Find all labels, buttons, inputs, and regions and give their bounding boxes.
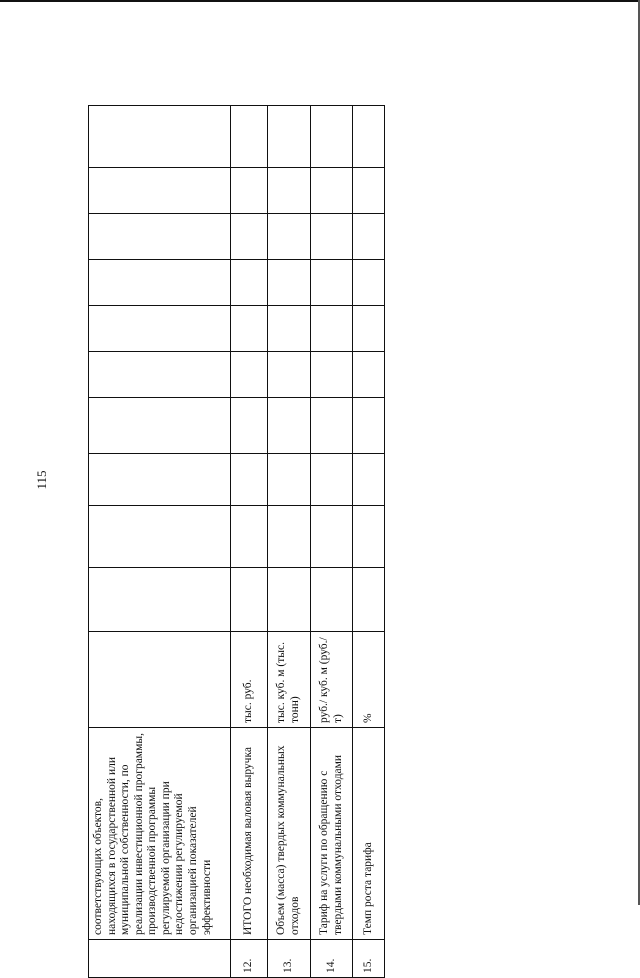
- tariff-table-container: [88, 105, 384, 973]
- value-cell: [353, 214, 385, 260]
- value-cell: [353, 106, 385, 168]
- value-cell: [268, 398, 311, 454]
- row-unit: тыс. руб.: [231, 632, 268, 728]
- value-cell: [231, 214, 268, 260]
- value-cell: [89, 260, 231, 306]
- value-cell: [268, 506, 311, 568]
- table-row: [311, 106, 353, 978]
- row-unit: тыс. куб. м (тыс. тонн): [268, 632, 311, 728]
- table-row: [89, 106, 231, 978]
- value-cell: [353, 306, 385, 352]
- value-cell: [268, 306, 311, 352]
- value-cell: [353, 260, 385, 306]
- table-row: [268, 106, 311, 978]
- value-cell: [353, 168, 385, 214]
- value-cell: [268, 214, 311, 260]
- value-cell: [231, 352, 268, 398]
- value-cell: [231, 168, 268, 214]
- value-cell: [311, 106, 353, 168]
- value-cell: [268, 454, 311, 506]
- value-cell: [89, 168, 231, 214]
- value-cell: [231, 260, 268, 306]
- table-row: [231, 106, 268, 978]
- page-number: 115: [34, 470, 49, 490]
- value-cell: [311, 568, 353, 632]
- value-cell: [311, 398, 353, 454]
- value-cell: [89, 306, 231, 352]
- value-cell: [268, 106, 311, 168]
- value-cell: [89, 398, 231, 454]
- value-cell: [353, 506, 385, 568]
- value-cell: [311, 352, 353, 398]
- value-cell: [268, 352, 311, 398]
- row-unit: руб./ куб. м (руб./ т): [311, 632, 353, 728]
- value-cell: [89, 106, 231, 168]
- value-cell: [231, 106, 268, 168]
- value-cell: [311, 506, 353, 568]
- tariff-table: [88, 105, 385, 978]
- row-label: соответствующих объектов, находящихся в государственной или муниципальной собственности, по реализации инвестиционной программы, производственной программы регулируемой организации при недостижении регулируемой организацией показателей эффективности: [89, 728, 231, 940]
- row-unit: %: [353, 632, 385, 728]
- value-cell: [89, 568, 231, 632]
- value-cell: [89, 352, 231, 398]
- value-cell: [89, 214, 231, 260]
- value-cell: [353, 398, 385, 454]
- table-row: [353, 106, 385, 978]
- value-cell: [268, 260, 311, 306]
- row-label: ИТОГО необходимая валовая выручка: [231, 728, 268, 940]
- value-cell: [89, 454, 231, 506]
- row-number: 14.: [311, 940, 353, 978]
- value-cell: [311, 168, 353, 214]
- page-border-top: [0, 0, 640, 2]
- row-number: 15.: [353, 940, 385, 978]
- row-number: 12.: [231, 940, 268, 978]
- value-cell: [268, 168, 311, 214]
- value-cell: [231, 398, 268, 454]
- value-cell: [89, 506, 231, 568]
- value-cell: [353, 568, 385, 632]
- row-unit: [89, 632, 231, 728]
- value-cell: [311, 260, 353, 306]
- row-label: Темп роста тарифа: [353, 728, 385, 940]
- value-cell: [231, 506, 268, 568]
- value-cell: [311, 306, 353, 352]
- value-cell: [231, 306, 268, 352]
- value-cell: [231, 568, 268, 632]
- value-cell: [353, 352, 385, 398]
- value-cell: [311, 214, 353, 260]
- value-cell: [311, 454, 353, 506]
- value-cell: [353, 454, 385, 506]
- row-label: Объем (масса) твердых коммунальных отходов: [268, 728, 311, 940]
- row-label: Тариф на услуги по обращению с твердыми коммунальными отходами: [311, 728, 353, 940]
- value-cell: [268, 568, 311, 632]
- row-number: [89, 940, 231, 978]
- row-number: 13.: [268, 940, 311, 978]
- value-cell: [231, 454, 268, 506]
